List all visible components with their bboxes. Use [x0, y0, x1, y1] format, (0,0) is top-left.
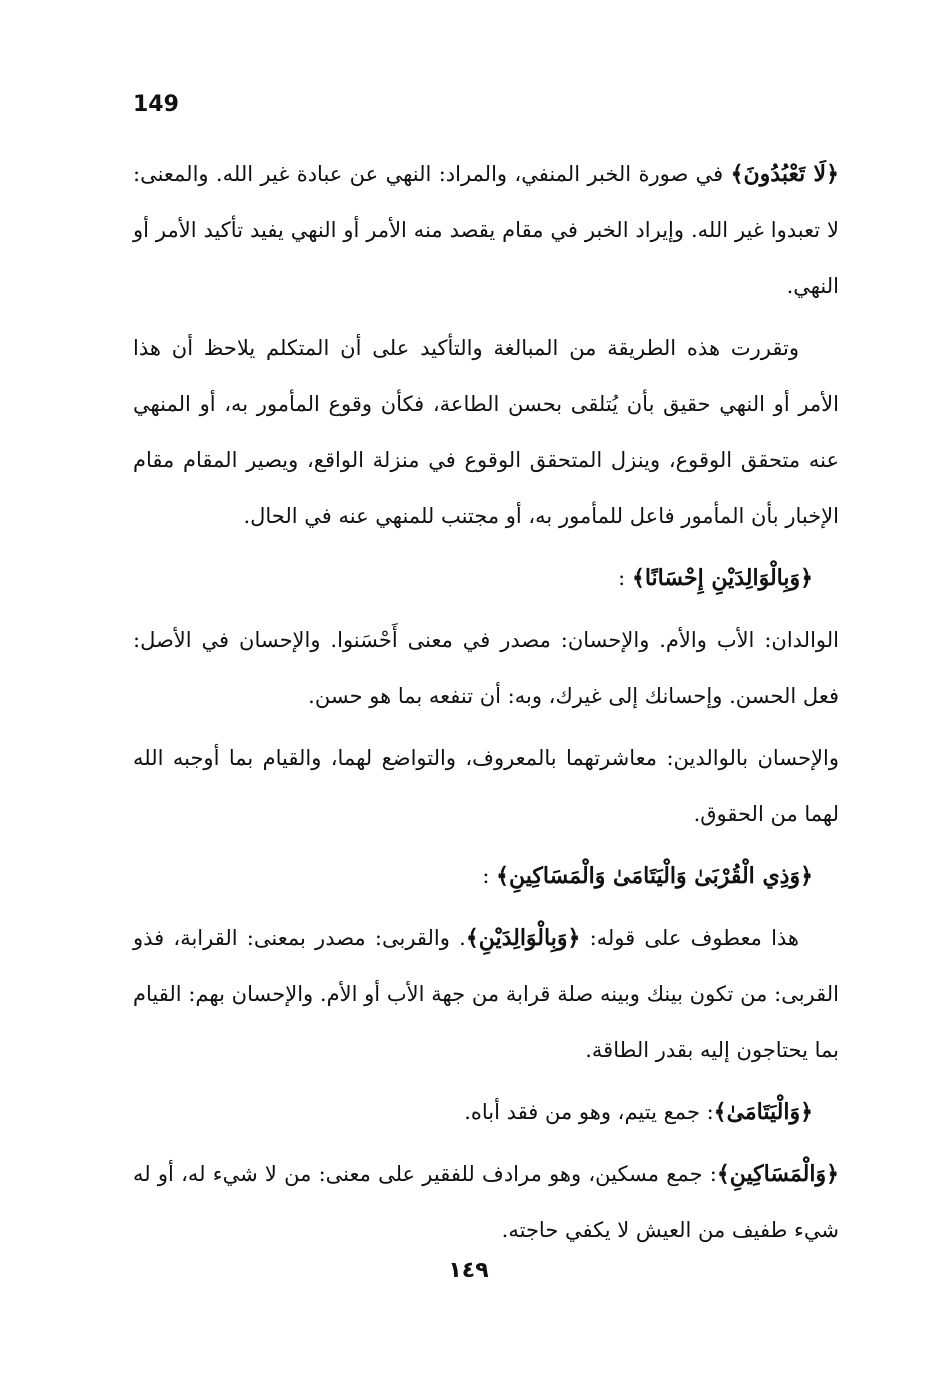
paragraph-4 [133, 612, 839, 724]
quran-quote: ﴿وَبِالْوَالِدَيْنِ﴾ [465, 925, 581, 951]
paragraph-text: في صورة الخبر المنفي، والمراد: النهي عن عبادة غير الله. والمعنى: لا تعبدوا غير الله. وإيراد الخبر في مقام يقصد منه الأمر أو النهي يفيد تأكيد الأمر أو النهي. [133, 162, 839, 298]
paragraph-text: : جمع مسكين، وهو مرادف للفقير على معنى: من لا شيء له، أو له شيء طفيف من العيش لا يكفي حاجته. [133, 1162, 839, 1242]
paragraph-text: : [482, 864, 490, 888]
paragraph-text: : [618, 566, 626, 590]
quran-quote: ﴿وَالْمَسَاكِينِ﴾ [716, 1161, 839, 1187]
paragraph-2 [133, 320, 839, 544]
paragraph-needy [133, 1146, 839, 1258]
quran-quote: ﴿وَالْيَتَامَىٰ﴾ [713, 1099, 813, 1125]
paragraph-7 [133, 910, 839, 1078]
paragraph-1 [133, 146, 839, 314]
quran-quote: ﴿وَذِي الْقُرْبَىٰ وَالْيَتَامَىٰ وَالْمَسَاكِينِ﴾ [496, 863, 813, 889]
section-heading-kin [133, 848, 839, 904]
paragraph-text: والإحسان بالوالدين: معاشرتهما بالمعروف، والتواضع لهما، والقيام بما أوجبه الله لهما من الحقوق. [133, 746, 839, 826]
page-body [133, 146, 839, 1264]
paragraph-text: هذا معطوف على قوله: [580, 926, 800, 950]
quran-quote: ﴿وَبِالْوَالِدَيْنِ إِحْسَانًا﴾ [631, 565, 813, 591]
paragraph-orphans [133, 1084, 839, 1140]
section-heading-parents [133, 550, 839, 606]
paragraph-text: وتقررت هذه الطريقة من المبالغة والتأكيد على أن المتكلم يلاحظ أن هذا الأمر أو النهي حقيق بأن يُتلقى بحسن الطاعة، فكأن وقوع المأمور به، أو المنهي عنه متحقق الوقوع، وينزل المتحقق الوقوع في منزلة الواقع، ويصير المقام مقام الإخبار بأن المأمور فاعل للمأمور به، أو مجتنب للمنهي عنه في الحال. [133, 336, 839, 528]
paragraph-5 [133, 730, 839, 842]
quran-quote: ﴿لَا تَعْبُدُونَ﴾ [730, 161, 839, 187]
paragraph-text: . والقربى: مصدر بمعنى: القرابة، فذو القربى: من تكون بينك وبينه صلة قرابة من جهة الأب أو الأم. والإحسان بهم: القيام بما يحتاجون إليه بقدر الطاقة. [133, 926, 839, 1062]
page-number-top: 149 [133, 92, 179, 117]
paragraph-text: : جمع يتيم، وهو من فقد أباه. [464, 1100, 714, 1124]
paragraph-text: الوالدان: الأب والأم. والإحسان: مصدر في معنى أَحْسَنوا. والإحسان في الأصل: فعل الحسن. وإحسانك إلى غيرك، وبه: أن تنفعه بما هو حسن. [133, 628, 839, 708]
page-number-bottom: ١٤٩ [448, 1258, 489, 1283]
